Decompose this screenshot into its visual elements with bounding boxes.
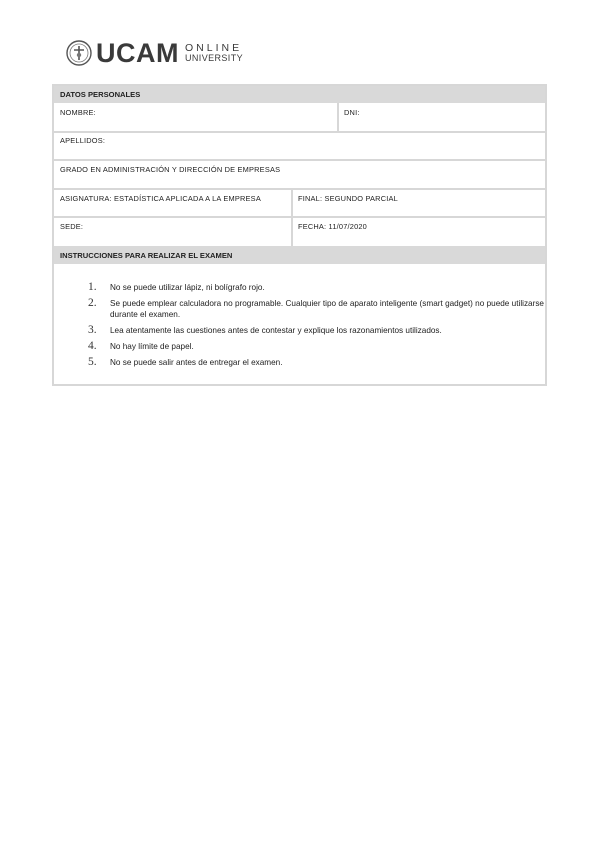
- logo-brand: UCAM: [96, 38, 179, 68]
- instructions-list: [88, 282, 544, 373]
- personal-data-title: DATOS PERSONALES: [60, 90, 141, 99]
- fecha-label: FECHA: 11/07/2020: [298, 222, 367, 231]
- row-divider: [54, 131, 545, 133]
- row-divider: [54, 159, 545, 161]
- item-number: 5.: [88, 356, 97, 368]
- list-item: [88, 341, 544, 352]
- list-item: [88, 357, 544, 368]
- final-label: FINAL: SEGUNDO PARCIAL: [298, 194, 398, 203]
- item-text: Lea atentamente las cuestiones antes de contestar y explique los razonamientos utilizados.: [110, 326, 442, 335]
- item-text: No hay límite de papel.: [110, 342, 194, 351]
- ucam-logo: [66, 38, 243, 68]
- sede-label: SEDE:: [60, 222, 84, 231]
- item-text: Se puede emplear calculadora no programable. Cualquier tipo de aparato inteligente (smart gadget) no puede utilizarse durante el examen.: [110, 299, 544, 319]
- list-item: [88, 298, 544, 320]
- item-number: 4.: [88, 340, 97, 352]
- list-item: [88, 325, 544, 336]
- item-number: 2.: [88, 297, 97, 309]
- item-text: No se puede utilizar lápiz, ni bolígrafo rojo.: [110, 283, 265, 292]
- row-divider: [54, 216, 545, 218]
- item-number: 3.: [88, 324, 97, 336]
- apellidos-label: APELLIDOS:: [60, 136, 106, 145]
- university-seal-icon: [66, 40, 92, 66]
- instructions-title: INSTRUCCIONES PARA REALIZAR EL EXAMEN: [60, 250, 233, 260]
- item-number: 1.: [88, 281, 97, 293]
- item-text: No se puede salir antes de entregar el examen.: [110, 358, 283, 367]
- divider: [337, 103, 339, 131]
- dni-label: DNI:: [344, 108, 360, 117]
- grado-label: GRADO EN ADMINISTRACIÓN Y DIRECCIÓN DE EMPRESAS: [60, 165, 281, 174]
- logo-subtitle: [185, 43, 243, 63]
- nombre-label: NOMBRE:: [60, 108, 96, 117]
- asignatura-label: ASIGNATURA: ESTADÍSTICA APLICADA A LA EMPRESA: [60, 194, 261, 203]
- row-divider: [54, 188, 545, 190]
- logo-online: ONLINE: [185, 42, 243, 54]
- list-item: [88, 282, 544, 293]
- logo-university: UNIVERSITY: [185, 53, 244, 63]
- instructions-header: [54, 246, 545, 264]
- personal-data-header: [54, 86, 545, 103]
- exam-header-form: [52, 84, 547, 386]
